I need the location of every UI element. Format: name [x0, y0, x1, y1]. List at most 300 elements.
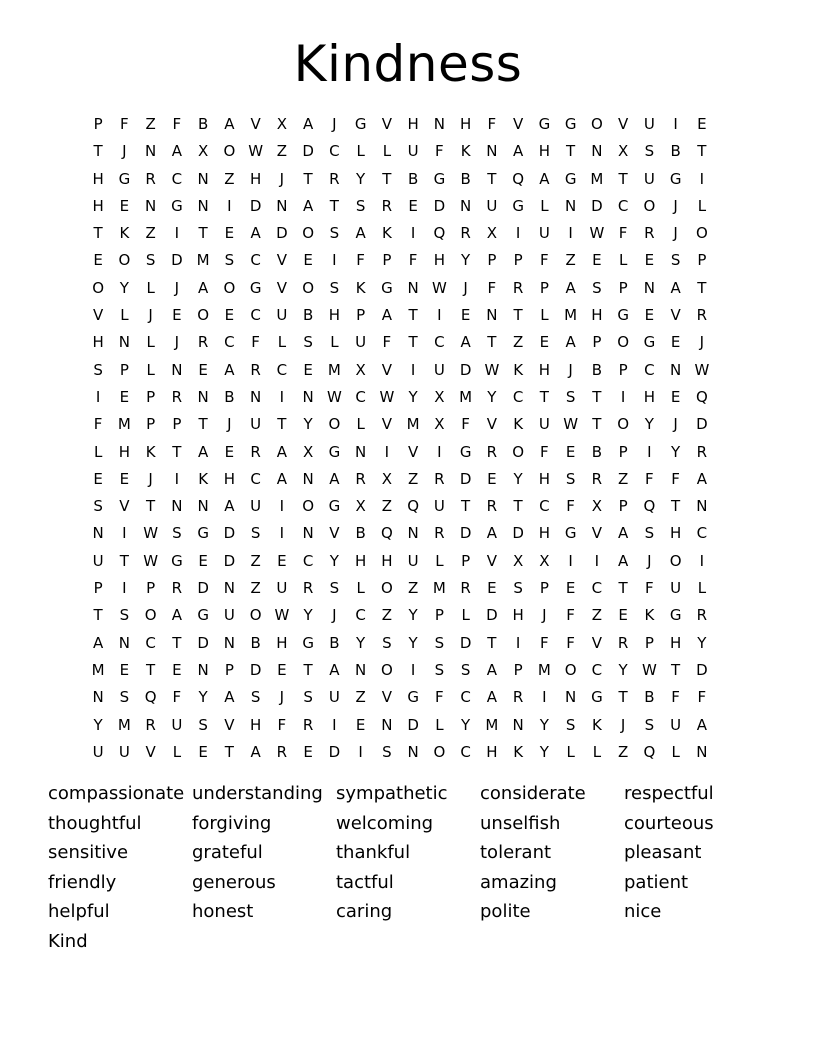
grid-letter: R	[329, 169, 340, 188]
grid-letter: V	[381, 360, 392, 379]
grid-letter: E	[644, 251, 655, 270]
grid-letter: Y	[539, 715, 549, 734]
grid-letter: H	[512, 606, 524, 625]
grid-letter: U	[407, 142, 419, 161]
word-list-item: generous	[192, 871, 276, 893]
grid-letter: U	[250, 415, 262, 434]
grid-letter: P	[172, 415, 182, 434]
grid-letter: A	[302, 115, 314, 133]
grid-letter: Y	[198, 688, 208, 707]
grid-letter: N	[355, 660, 367, 679]
grid-letter: Y	[93, 715, 103, 734]
word-list-item: respectful	[624, 783, 714, 804]
grid-letter: I	[95, 387, 101, 406]
grid-letter: C	[355, 387, 366, 406]
grid-letter: X	[381, 469, 393, 488]
grid-letter: H	[249, 169, 262, 188]
grid-letter: C	[250, 306, 261, 325]
grid-letter: J	[122, 142, 127, 161]
grid-letter: R	[486, 442, 498, 461]
grid-letter: L	[356, 579, 365, 598]
grid-letter: U	[171, 715, 183, 734]
grid-letter: B	[250, 633, 261, 652]
grid-letter: H	[118, 442, 131, 461]
grid-letter: N	[565, 196, 577, 215]
grid-letter: W	[641, 660, 657, 679]
grid-letter: A	[302, 196, 314, 215]
grid-letter: H	[459, 115, 472, 133]
grid-letter: A	[329, 469, 340, 488]
grid-letter: Z	[591, 606, 603, 625]
grid-letter: J	[174, 333, 180, 352]
grid-letter: T	[303, 169, 313, 188]
grid-letter: C	[250, 251, 261, 270]
grid-letter: E	[487, 469, 497, 488]
grid-letter: W	[143, 551, 159, 570]
grid-letter: G	[512, 196, 524, 215]
grid-letter: T	[146, 660, 156, 679]
grid-letter: L	[697, 579, 707, 598]
grid-letter: E	[119, 196, 130, 215]
grid-letter: L	[146, 278, 155, 297]
grid-letter: D	[328, 742, 341, 761]
grid-letter: R	[460, 224, 471, 243]
grid-letter: R	[171, 387, 183, 406]
grid-letter: P	[119, 360, 129, 379]
grid-letter: A	[696, 469, 707, 488]
grid-letter: R	[355, 469, 366, 488]
grid-letter: V	[381, 415, 392, 434]
grid-letter: Q	[380, 524, 393, 543]
grid-letter: W	[248, 142, 264, 161]
grid-letter: J	[148, 469, 153, 488]
grid-letter: Q	[512, 169, 525, 188]
grid-letter: P	[461, 551, 471, 570]
grid-letter: S	[644, 142, 655, 161]
grid-letter: Q	[433, 224, 446, 243]
grid-letter: H	[407, 115, 419, 133]
grid-letter: D	[223, 551, 236, 570]
grid-letter: X	[355, 360, 366, 379]
grid-letter: N	[407, 524, 419, 543]
grid-letter: P	[697, 251, 707, 270]
grid-letter: T	[93, 142, 103, 161]
grid-letter: P	[93, 115, 103, 133]
grid-letter: C	[591, 660, 603, 679]
grid-letter: Y	[644, 415, 654, 434]
grid-letter: L	[356, 415, 365, 434]
grid-letter: N	[381, 715, 393, 734]
grid-letter: R	[197, 333, 209, 352]
grid-letter: P	[539, 278, 549, 297]
grid-letter: A	[617, 551, 629, 570]
word-list-item: friendly	[48, 871, 117, 893]
grid-letter: M	[327, 360, 341, 379]
grid-letter: F	[487, 115, 497, 133]
grid-letter: R	[696, 306, 708, 325]
grid-letter: S	[250, 688, 261, 707]
grid-letter: L	[540, 306, 549, 325]
word-list-item: pleasant	[624, 842, 702, 863]
grid-letter: E	[565, 579, 576, 598]
grid-letter: G	[302, 633, 314, 652]
grid-letter: O	[144, 606, 157, 625]
grid-letter: N	[355, 442, 367, 461]
grid-letter: Z	[276, 142, 288, 161]
grid-letter: X	[302, 442, 314, 461]
grid-letter: F	[251, 333, 260, 352]
grid-letter: Z	[407, 579, 419, 598]
word-list-item: Kind	[48, 930, 88, 952]
grid-letter: M	[117, 715, 131, 734]
grid-letter: G	[249, 278, 262, 297]
grid-letter: T	[618, 169, 628, 188]
grid-letter: E	[670, 333, 681, 352]
grid-letter: E	[93, 469, 103, 488]
grid-letter: J	[673, 224, 678, 243]
grid-letter: I	[437, 306, 442, 325]
grid-letter: K	[513, 742, 524, 761]
grid-letter: R	[644, 224, 655, 243]
grid-letter: C	[591, 579, 603, 598]
grid-letter: R	[617, 633, 629, 652]
grid-letter: J	[673, 415, 678, 434]
grid-letter: G	[407, 688, 419, 707]
grid-letter: N	[696, 497, 708, 516]
grid-letter: Y	[618, 660, 628, 679]
grid-letter: S	[355, 196, 366, 215]
grid-letter: P	[146, 579, 156, 598]
grid-letter: O	[695, 224, 708, 243]
grid-letter: I	[515, 224, 521, 243]
grid-letter: G	[643, 333, 656, 352]
grid-letter: N	[171, 497, 183, 516]
grid-letter: T	[539, 387, 549, 406]
grid-letter: T	[513, 497, 523, 516]
grid-letter: Z	[512, 333, 524, 352]
grid-letter: E	[460, 306, 471, 325]
grid-letter: Z	[224, 169, 235, 188]
grid-letter: T	[408, 333, 418, 352]
grid-letter: D	[276, 224, 288, 243]
grid-letter: I	[122, 579, 127, 598]
grid-letter: J	[279, 688, 285, 707]
grid-letter: C	[539, 497, 550, 516]
grid-letter: T	[198, 224, 208, 243]
grid-letter: S	[644, 715, 655, 734]
grid-letter: F	[697, 688, 707, 707]
grid-letter: S	[592, 278, 602, 297]
grid-letter: N	[486, 142, 498, 161]
grid-letter: S	[670, 251, 681, 270]
grid-letter: G	[669, 169, 682, 188]
grid-letter: H	[538, 469, 551, 488]
grid-letter: U	[538, 224, 550, 243]
grid-letter: F	[645, 579, 654, 598]
word-list-item: considerate	[480, 783, 586, 804]
grid-letter: S	[460, 660, 471, 679]
grid-letter: H	[538, 142, 551, 161]
grid-letter: G	[617, 306, 629, 325]
grid-letter: V	[276, 278, 287, 297]
grid-letter: K	[198, 469, 209, 488]
grid-letter: L	[592, 742, 602, 761]
grid-letter: N	[145, 196, 157, 215]
grid-letter: J	[542, 606, 547, 625]
word-list-item: caring	[336, 901, 393, 922]
grid-letter: Y	[303, 606, 313, 625]
grid-letter: V	[145, 742, 156, 761]
grid-letter: G	[564, 115, 577, 133]
grid-letter: R	[145, 715, 156, 734]
grid-letter: K	[460, 142, 471, 161]
grid-letter: M	[564, 306, 578, 325]
grid-letter: S	[565, 469, 576, 488]
grid-letter: F	[566, 606, 575, 625]
grid-letter: R	[696, 606, 708, 625]
grid-letter: O	[249, 606, 262, 625]
grid-letter: C	[224, 333, 235, 352]
grid-letter: A	[276, 469, 287, 488]
grid-letter: F	[645, 469, 654, 488]
grid-letter: G	[433, 169, 446, 188]
grid-letter: S	[93, 360, 103, 379]
grid-letter: C	[145, 633, 156, 652]
grid-letter: Y	[487, 387, 497, 406]
grid-letter: A	[565, 278, 576, 297]
grid-letter: R	[696, 442, 708, 461]
grid-letter: H	[249, 715, 262, 734]
grid-letter: B	[355, 524, 366, 543]
word-list-item: patient	[624, 871, 689, 893]
grid-letter: K	[513, 360, 524, 379]
grid-letter: O	[669, 551, 682, 570]
page-title: Kindness	[293, 35, 523, 93]
grid-letter: Y	[408, 606, 418, 625]
grid-letter: M	[485, 715, 499, 734]
grid-letter: H	[354, 551, 367, 570]
grid-letter: T	[329, 196, 339, 215]
grid-letter: N	[118, 633, 130, 652]
grid-letter: Y	[119, 278, 129, 297]
grid-letter: L	[146, 333, 155, 352]
grid-letter: Z	[145, 115, 156, 133]
grid-letter: N	[670, 360, 682, 379]
grid-letter: P	[618, 497, 628, 516]
grid-letter: T	[697, 278, 707, 297]
grid-letter: D	[486, 606, 498, 625]
grid-letter: C	[512, 387, 524, 406]
grid-letter: C	[171, 169, 183, 188]
grid-letter: G	[591, 688, 603, 707]
grid-letter: I	[227, 196, 232, 215]
grid-letter: I	[410, 360, 416, 379]
word-list-item: understanding	[192, 783, 323, 804]
grid-letter: S	[303, 688, 313, 707]
grid-letter: N	[407, 742, 419, 761]
grid-letter: P	[356, 306, 366, 325]
grid-letter: V	[329, 524, 340, 543]
grid-letter: O	[223, 278, 236, 297]
grid-letter: O	[380, 660, 393, 679]
grid-letter: Z	[250, 579, 261, 598]
grid-letter: Y	[513, 469, 523, 488]
grid-letter: E	[303, 742, 313, 761]
grid-letter: S	[565, 715, 576, 734]
grid-letter: I	[594, 551, 600, 570]
grid-letter: I	[174, 224, 180, 243]
grid-letter: H	[643, 387, 656, 406]
grid-letter: M	[459, 387, 473, 406]
grid-letter: I	[699, 169, 705, 188]
grid-letter: R	[276, 742, 288, 761]
grid-letter: S	[329, 579, 340, 598]
grid-letter: A	[92, 633, 104, 652]
grid-letter: O	[328, 415, 341, 434]
grid-letter: I	[410, 224, 416, 243]
grid-letter: X	[591, 497, 603, 516]
grid-letter: A	[539, 169, 550, 188]
grid-letter: R	[512, 278, 524, 297]
grid-letter: H	[591, 306, 603, 325]
grid-letter: R	[302, 715, 314, 734]
grid-letter: Z	[565, 251, 576, 270]
grid-letter: F	[671, 688, 680, 707]
grid-letter: V	[670, 306, 681, 325]
grid-letter: H	[328, 306, 341, 325]
grid-letter: Y	[408, 633, 418, 652]
grid-letter: Z	[250, 551, 261, 570]
grid-letter: N	[197, 169, 209, 188]
word-list-item: unselfish	[480, 812, 561, 834]
grid-letter: W	[274, 606, 290, 625]
word-list	[48, 779, 768, 956]
grid-letter: Z	[617, 742, 629, 761]
grid-letter: S	[303, 333, 313, 352]
grid-letter: U	[433, 360, 445, 379]
grid-letter: O	[302, 278, 315, 297]
grid-letter: C	[276, 360, 288, 379]
grid-letter: I	[647, 442, 652, 461]
grid-letter: N	[250, 387, 262, 406]
grid-letter: G	[171, 551, 183, 570]
grid-letter: J	[174, 278, 180, 297]
grid-letter: F	[120, 115, 129, 133]
grid-letter: H	[669, 524, 682, 543]
grid-letter: F	[540, 251, 549, 270]
grid-letter: U	[118, 742, 130, 761]
grid-letter: O	[617, 333, 630, 352]
grid-letter: L	[146, 360, 155, 379]
grid-letter: O	[302, 224, 315, 243]
grid-letter: C	[460, 742, 471, 761]
grid-letter: S	[434, 660, 445, 679]
grid-letter: U	[486, 196, 498, 215]
grid-letter: N	[591, 142, 603, 161]
grid-letter: A	[670, 278, 681, 297]
grid-letter: S	[119, 606, 130, 625]
grid-letter: Y	[461, 251, 471, 270]
grid-letter: W	[431, 278, 447, 297]
grid-letter: S	[250, 524, 261, 543]
grid-letter: I	[384, 442, 390, 461]
grid-letter: J	[647, 551, 652, 570]
grid-letter: G	[354, 115, 367, 133]
grid-letter: F	[93, 415, 103, 434]
grid-letter: A	[512, 142, 524, 161]
grid-letter: N	[145, 142, 157, 161]
grid-letter: X	[197, 142, 209, 161]
grid-letter: M	[91, 660, 105, 679]
grid-letter: E	[539, 333, 550, 352]
word-list-item: courteous	[624, 812, 714, 834]
grid-letter: I	[620, 387, 626, 406]
grid-letter: U	[355, 333, 367, 352]
grid-letter: O	[380, 579, 393, 598]
grid-letter: P	[539, 579, 549, 598]
grid-letter: A	[486, 524, 497, 543]
grid-letter: F	[435, 688, 444, 707]
grid-letter: G	[538, 115, 551, 133]
grid-letter: N	[197, 387, 209, 406]
grid-letter: I	[437, 442, 442, 461]
grid-letter: V	[512, 115, 524, 133]
grid-letter: V	[224, 715, 235, 734]
grid-letter: G	[459, 442, 472, 461]
grid-letter: L	[93, 442, 103, 461]
grid-letter: P	[592, 333, 602, 352]
grid-letter: A	[486, 660, 497, 679]
grid-letter: G	[328, 497, 341, 516]
grid-letter: T	[618, 579, 628, 598]
grid-letter: U	[538, 415, 550, 434]
grid-letter: F	[408, 251, 418, 270]
grid-letter: A	[486, 688, 497, 707]
grid-letter: Y	[461, 715, 471, 734]
grid-letter: B	[224, 387, 235, 406]
grid-letter: F	[435, 142, 444, 161]
grid-letter: J	[568, 360, 573, 379]
grid-letter: A	[355, 224, 366, 243]
grid-letter: T	[487, 333, 497, 352]
grid-letter: M	[117, 415, 131, 434]
grid-letter: H	[276, 633, 288, 652]
grid-letter: S	[119, 688, 130, 707]
grid-letter: S	[145, 251, 156, 270]
letter-grid	[85, 111, 715, 766]
grid-letter: U	[328, 688, 340, 707]
grid-letter: H	[223, 469, 236, 488]
word-list-item: grateful	[192, 842, 263, 863]
grid-letter: F	[487, 278, 497, 297]
grid-letter: F	[540, 442, 549, 461]
grid-letter: O	[643, 196, 656, 215]
grid-letter: I	[410, 660, 416, 679]
grid-letter: L	[277, 333, 287, 352]
grid-letter: G	[171, 196, 183, 215]
grid-letter: T	[277, 415, 287, 434]
grid-letter: J	[463, 278, 468, 297]
grid-letter: U	[223, 606, 235, 625]
grid-letter: P	[382, 251, 392, 270]
grid-letter: N	[433, 115, 445, 133]
word-list-item: tolerant	[480, 842, 552, 863]
grid-letter: H	[669, 633, 682, 652]
grid-letter: I	[542, 688, 547, 707]
grid-letter: L	[435, 551, 444, 570]
grid-letter: K	[145, 442, 156, 461]
grid-letter: U	[643, 115, 655, 133]
